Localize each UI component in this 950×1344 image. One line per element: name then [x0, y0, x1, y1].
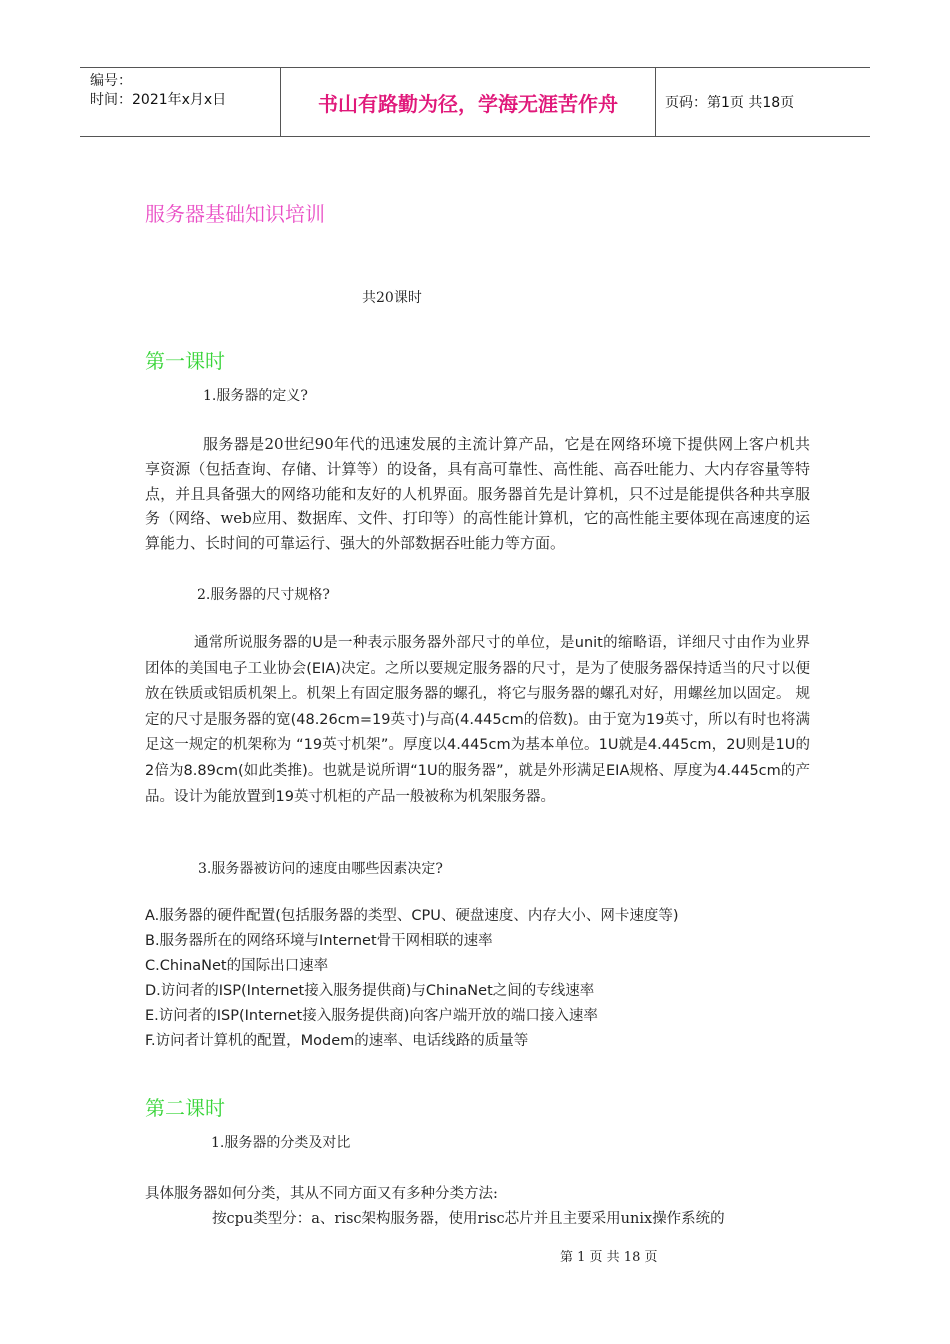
lesson2-intro: 具体服务器如何分类，其从不同方面又有多种分类方法: — [145, 1186, 498, 1202]
header-motto: 书山有路勤为径，学海无涯苦作舟 — [281, 68, 656, 136]
total-hours: 共20课时 — [362, 290, 422, 306]
document-title: 服务器基础知识培训 — [145, 202, 325, 226]
time-label: 时间：2021年x月x日 — [90, 92, 227, 108]
lesson2-question-1: 1.服务器的分类及对比 — [211, 1135, 351, 1151]
header-meta — [80, 68, 281, 136]
list-item: F.访问者计算机的配置，Modem的速率、电话线路的质量等 — [145, 1033, 529, 1049]
list-item: D.访问者的ISP(Internet接入服务提供商)与ChinaNet之间的专线速率 — [145, 983, 595, 999]
list-item: B.服务器所在的网络环境与Internet骨干网相联的速率 — [145, 933, 493, 949]
lesson2-heading: 第二课时 — [145, 1096, 225, 1120]
lesson1-question-1: 1.服务器的定义? — [203, 388, 308, 404]
lesson1-question-3: 3.服务器被访问的速度由哪些因素决定? — [198, 861, 443, 877]
page-header — [80, 67, 870, 137]
lesson2-cpu-line: 按cpu类型分：a、risc架构服务器，使用risc芯片并且主要采用unix操作系统的 — [212, 1211, 725, 1227]
number-label: 编号： — [90, 73, 132, 89]
list-item: E.访问者的ISP(Internet接入服务提供商)向客户端开放的端口接入速率 — [145, 1008, 598, 1024]
header-page-info: 页码：第1页 共18页 — [665, 95, 795, 111]
lesson1-paragraph-1: 服务器是20世纪90年代的迅速发展的主流计算产品，它是在网络环境下提供网上客户机共享资源（包括查询、存储、计算等）的设备，具有高可靠性、高性能、高吞吐能力、大内存容量等特点，并且具备强大的网络功能和友好的人机界面。服务器首先是计算机，只不过是能提供各种共享服务（网络、web应用、数据库、文件、打印等）的高性能计算机，它的高性能主要体现在高速度的运算能力、长时间的可靠运行、强大的外部数据吞吐能力等方面。 — [145, 435, 810, 553]
list-item: C.ChinaNet的国际出口速率 — [145, 958, 329, 974]
lesson1-question-2: 2.服务器的尺寸规格? — [197, 587, 330, 603]
page-footer: 第 1 页 共 18 页 — [560, 1250, 658, 1265]
list-item: A.服务器的硬件配置(包括服务器的类型、CPU、硬盘速度、内存大小、网卡速度等) — [145, 908, 679, 924]
lesson1-paragraph-2: 通常所说服务器的U是一种表示服务器外部尺寸的单位，是unit的缩略语，详细尺寸由作为业界团体的美国电子工业协会(EIA)决定。之所以要规定服务器的尺寸，是为了使服务器保持适当的尺寸以便放在铁质或铝质机架上。机架上有固定服务器的螺孔，将它与服务器的螺孔对好，用螺丝加以固定。 规定的尺寸是服务器的宽(48.26cm=19英寸)与高(4.445cm的倍数)。由于宽为19英寸，所以有时也将满足这一规定的机架称为 “19英寸机架”。厚度以4.445cm为基本单位。1U就是4.445cm，2U则是1U的2倍为8.89cm(如此类推)。也就是说所谓“1U的服务器”，就是外形满足EIA规格、厚度为4.445cm的产品。设计为能放置到19英寸机柜的产品一般被称为机架服务器。 — [145, 635, 810, 805]
speed-factors-list — [145, 904, 679, 1054]
lesson1-heading: 第一课时 — [145, 349, 225, 373]
